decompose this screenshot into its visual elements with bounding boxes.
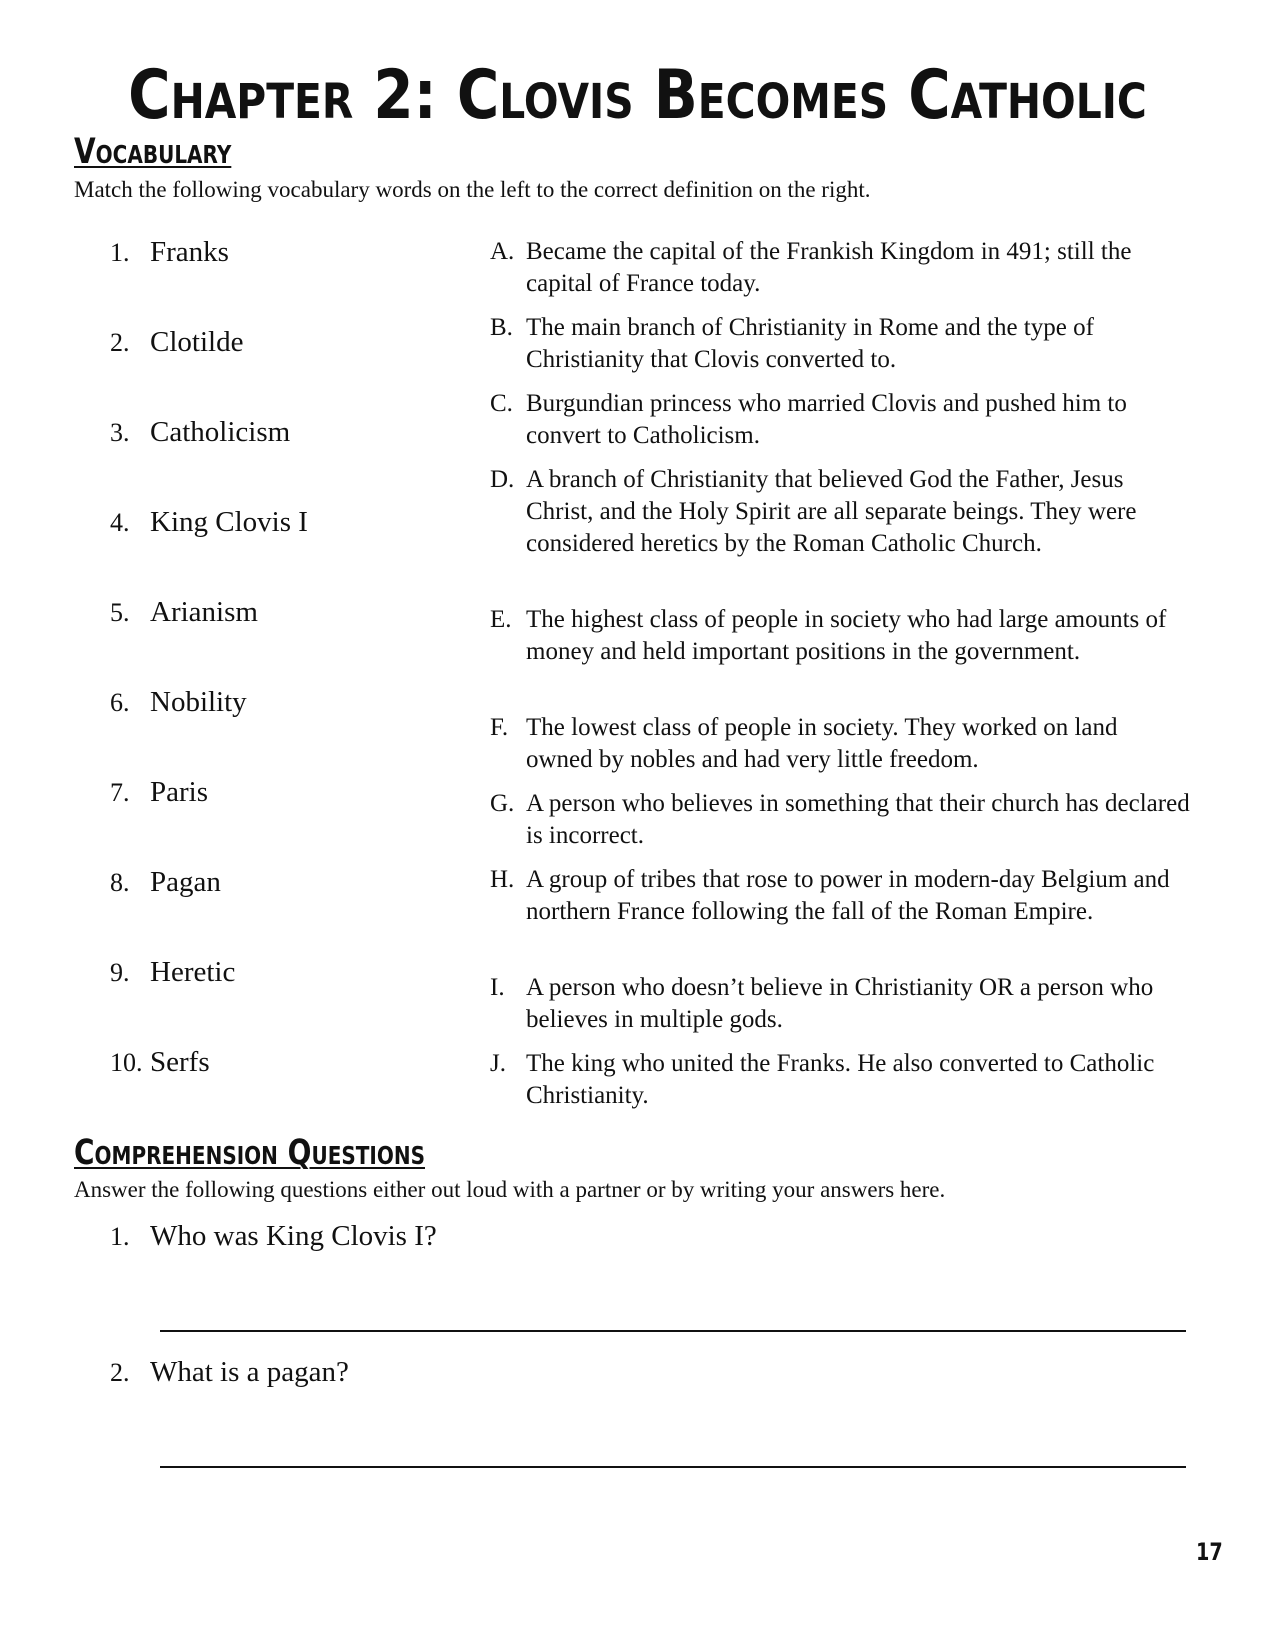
vocab-word-number: 6.	[110, 688, 130, 717]
definition-text: A person who doesn’t believe in Christianity OR a person who believes in multiple gods.	[526, 974, 1154, 1033]
answer-line[interactable]	[160, 1330, 1186, 1332]
definition-letter: A.	[490, 238, 515, 265]
vocab-definition	[490, 388, 1190, 452]
definition-text: Burgundian princess who married Clovis and pushed him to convert to Catholicism.	[526, 390, 1127, 449]
comprehension-heading: Comprehension Questions	[74, 1133, 425, 1173]
definition-letter: J.	[490, 1050, 506, 1077]
definition-text: The main branch of Christianity in Rome and the type of Christianity that Clovis converted to.	[526, 314, 1094, 373]
vocab-word-text: Franks	[150, 236, 229, 268]
vocab-word-text: Paris	[150, 776, 208, 808]
definition-text: A person who believes in something that their church has declared is incorrect.	[526, 790, 1190, 849]
vocab-definition	[490, 464, 1190, 560]
definition-letter: D.	[490, 466, 515, 493]
vocab-word-number: 9.	[110, 958, 130, 987]
page-title: Chapter 2: Clovis Becomes Catholic	[128, 56, 1147, 135]
vocab-word	[110, 688, 247, 717]
definition-text: The highest class of people in society who had large amounts of money and held important positions in the government.	[526, 606, 1167, 665]
definition-letter: G.	[490, 790, 515, 817]
vocab-definition	[490, 788, 1190, 852]
vocab-word-text: Heretic	[150, 956, 236, 988]
vocab-definition	[490, 604, 1190, 668]
vocab-word	[110, 508, 308, 537]
vocab-word	[110, 1048, 210, 1077]
definition-text: The lowest class of people in society. They worked on land owned by nobles and had very little freedom.	[526, 714, 1118, 773]
vocab-word-number: 2.	[110, 328, 130, 357]
vocab-word-text: Serfs	[150, 1046, 210, 1078]
vocab-definition	[490, 712, 1190, 776]
definition-letter: C.	[490, 390, 513, 417]
vocab-word-number: 3.	[110, 418, 130, 447]
question-item	[110, 1222, 437, 1251]
vocab-word	[110, 958, 235, 987]
vocab-word	[110, 598, 258, 627]
definition-letter: I.	[490, 974, 505, 1001]
vocab-word	[110, 778, 208, 807]
vocab-word-number: 4.	[110, 508, 130, 537]
definition-letter: E.	[490, 606, 512, 633]
page-number: 17	[1196, 1538, 1223, 1566]
vocab-word-text: King Clovis I	[150, 506, 308, 538]
comprehension-instructions: Answer the following questions either out loud with a partner or by writing your answers here.	[74, 1177, 946, 1202]
question-text: Who was King Clovis I?	[150, 1220, 437, 1252]
vocab-word	[110, 238, 229, 267]
vocab-definition	[490, 864, 1190, 928]
question-item	[110, 1358, 349, 1387]
vocab-word-number: 7.	[110, 778, 130, 807]
vocab-word-number: 8.	[110, 868, 130, 897]
vocabulary-instructions: Match the following vocabulary words on the left to the correct definition on the right.	[74, 177, 871, 202]
vocab-word-text: Catholicism	[150, 416, 291, 448]
vocab-word-text: Clotilde	[150, 326, 244, 358]
definition-letter: F.	[490, 714, 509, 741]
vocab-word-text: Nobility	[150, 686, 247, 718]
vocab-definition	[490, 312, 1190, 376]
vocab-word	[110, 328, 243, 357]
vocabulary-heading: Vocabulary	[74, 132, 232, 172]
answer-line[interactable]	[160, 1466, 1186, 1468]
vocab-word	[110, 418, 290, 447]
vocab-word-number: 5.	[110, 598, 130, 627]
vocab-definition	[490, 972, 1190, 1036]
vocab-word-text: Pagan	[150, 866, 221, 898]
definition-text: The king who united the Franks. He also converted to Catholic Christianity.	[526, 1050, 1155, 1109]
definition-text: Became the capital of the Frankish Kingdom in 491; still the capital of France today.	[526, 238, 1132, 297]
definition-text: A group of tribes that rose to power in modern-day Belgium and northern France following the fall of the Roman Empire.	[526, 866, 1170, 925]
definition-letter: H.	[490, 866, 515, 893]
question-number: 2.	[110, 1358, 130, 1387]
question-number: 1.	[110, 1222, 130, 1251]
vocab-word-number: 10.	[110, 1048, 143, 1077]
question-text: What is a pagan?	[150, 1356, 349, 1388]
vocab-definition	[490, 1048, 1190, 1112]
definition-letter: B.	[490, 314, 513, 341]
vocab-word-number: 1.	[110, 238, 130, 267]
vocab-word	[110, 868, 221, 897]
vocab-definition	[490, 236, 1190, 300]
vocab-word-text: Arianism	[150, 596, 258, 628]
definition-text: A branch of Christianity that believed God the Father, Jesus Christ, and the Holy Spirit are all separate beings. They were considered heretics by the Roman Catholic Church.	[526, 466, 1137, 557]
